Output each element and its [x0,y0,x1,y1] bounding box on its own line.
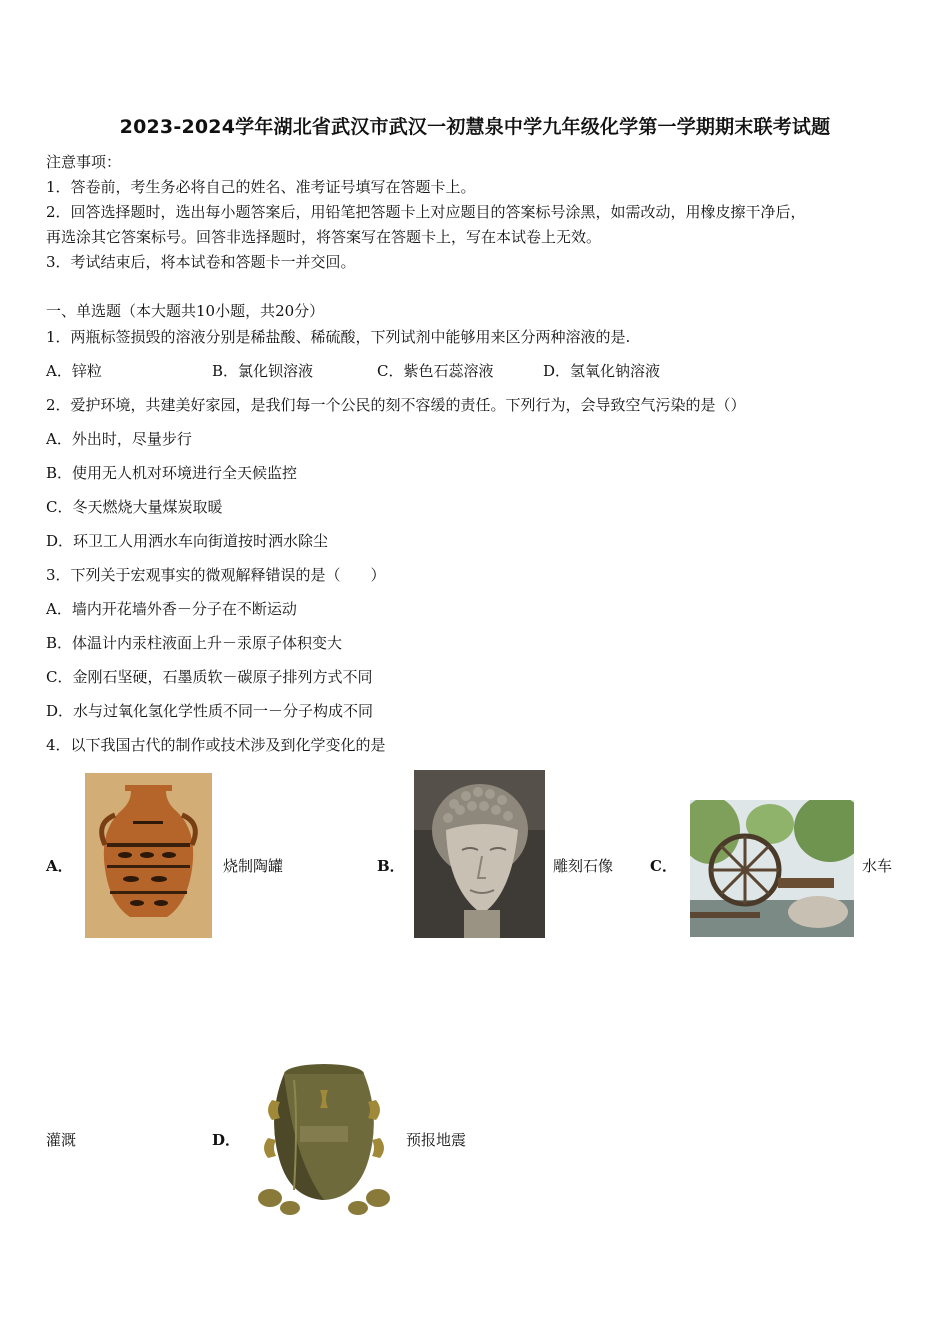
question-3-stem: 3．下列关于宏观事实的微观解释错误的是（ ） [46,566,386,584]
q1-option-b: B．氯化钡溶液 [212,362,314,380]
notice-item: 2．回答选择题时，选出每小题答案后，用铅笔把答题卡上对应题目的答案标号涂黑，如需改动，用橡皮擦干净后， [46,203,806,221]
q4-option-d-label: 预报地震 [406,1131,467,1149]
notice-item: 1．答卷前，考生务必将自己的姓名、准考证号填写在答题卡上。 [46,178,476,196]
notice-item: 再选涂其它答案标号。回答非选择题时，将答案写在答题卡上，写在本试卷上无效。 [46,228,602,246]
q2-option-b: B．使用无人机对环境进行全天候监控 [46,464,298,482]
question-1-stem: 1．两瓶标签损毁的溶液分别是稀盐酸、稀硫酸，下列试剂中能够用来区分两种溶液的是. [46,328,631,346]
q4-option-c-letter: C． [650,857,677,875]
q1-option-c: C．紫色石蕊溶液 [377,362,494,380]
q4-option-a-label: 烧制陶罐 [223,857,284,875]
q1-option-d: D．氢氧化钠溶液 [543,362,661,380]
pottery-jar-image [85,773,212,938]
q2-option-c: C．冬天燃烧大量煤炭取暖 [46,498,223,516]
notice-heading: 注意事项： [46,153,122,171]
q4-option-b-letter: B． [377,857,405,875]
q4-option-b-label: 雕刻石像 [553,857,614,875]
q4-option-c-label: 水车 [862,857,893,875]
q3-option-d: D．水与过氧化氢化学性质不同一－分子构成不同 [46,702,374,720]
q3-option-c: C．金刚石坚硬，石墨质软－碳原子排列方式不同 [46,668,373,686]
notice-item: 3．考试结束后，将本试卷和答题卡一并交回。 [46,253,356,271]
question-4-stem: 4．以下我国古代的制作或技术涉及到化学变化的是 [46,736,386,754]
q4-option-c-label-continued: 灌溉 [46,1131,77,1149]
q4-option-a-letter: A． [46,857,73,875]
q4-option-d-letter: D． [212,1131,241,1149]
section-heading: 一、单选题（本大题共10小题，共20分） [46,302,325,320]
q3-option-b: B．体温计内汞柱液面上升－汞原子体积变大 [46,634,343,652]
seismoscope-image [254,1060,394,1216]
stone-buddha-image [414,770,545,938]
q2-option-d: D．环卫工人用洒水车向街道按时洒水除尘 [46,532,329,550]
water-wheel-image [690,800,854,937]
q1-option-a: A．锌粒 [46,362,102,380]
q3-option-a: A．墙内开花墙外香－分子在不断运动 [46,600,297,618]
question-2-stem: 2．爱护环境，共建美好家园，是我们每一个公民的刻不容缓的责任。下列行为，会导致空气污染的是（） [46,396,746,414]
page-title: 2023-2024学年湖北省武汉市武汉一初慧泉中学九年级化学第一学期期末联考试题 [119,116,831,138]
q2-option-a: A．外出时，尽量步行 [46,430,192,448]
